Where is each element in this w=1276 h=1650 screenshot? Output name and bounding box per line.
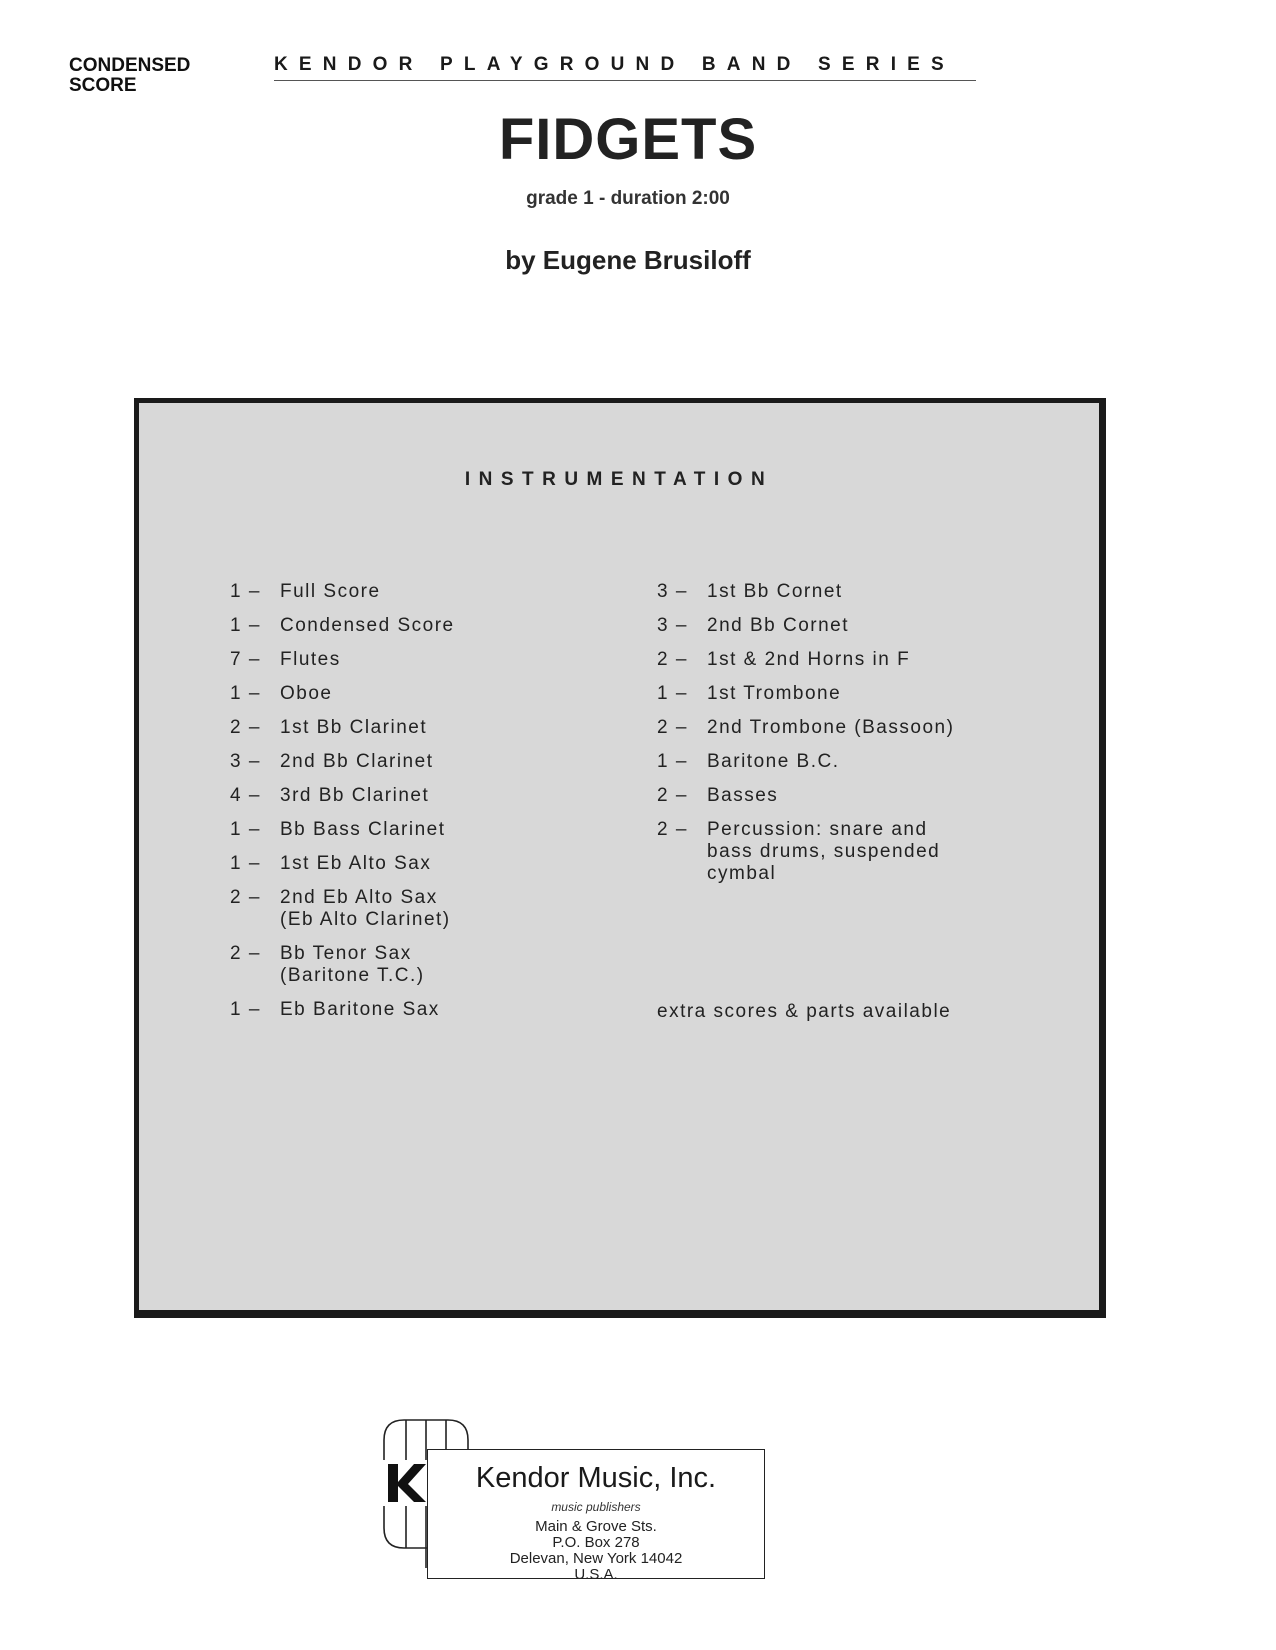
instrument-name: Full Score [280,581,381,602]
series-title: KENDOR PLAYGROUND BAND SERIES [274,54,955,75]
instrument-qty: 4 – [230,785,261,806]
instrument-qty: 1 – [657,683,688,704]
instrument-qty: 2 – [657,649,688,670]
condensed-score-label [69,56,190,96]
instrument-item [230,819,455,841]
instrument-item [230,649,455,671]
instrument-name: Bb Tenor Sax [280,943,412,964]
composer-credit: by Eugene Brusiloff [505,245,751,275]
instrument-name: 1st Bb Cornet [707,581,843,602]
instrument-name: 2nd Trombone (Bassoon) [707,717,955,738]
instrument-name: 3rd Bb Clarinet [280,785,430,806]
instrument-item [230,683,455,705]
instrument-note: (Eb Alto Clarinet) [280,909,451,930]
instrument-qty: 3 – [657,581,688,602]
instrument-item [657,785,954,807]
instrument-note: cymbal [707,863,777,884]
publisher-info-box [427,1449,765,1583]
address-line: Delevan, New York 14042 [509,1550,683,1567]
condensed-line-1: CONDENSED [69,55,191,76]
instrument-qty: 7 – [230,649,261,670]
instrument-item [230,887,455,931]
instrument-item [230,943,455,987]
instrument-qty: 2 – [230,943,261,964]
instrument-qty: 2 – [230,717,261,738]
instrument-item [230,785,455,807]
instrument-list-left [230,581,455,1033]
instrument-name: Oboe [280,683,333,704]
instrument-note: bass drums, suspended [707,841,941,862]
instrument-item [230,999,455,1021]
instrument-name: Eb Baritone Sax [280,999,440,1020]
series-underline [274,80,976,81]
instrument-qty: 3 – [657,615,688,636]
instrument-qty: 1 – [230,999,261,1020]
instrument-item [230,615,455,637]
instrument-name: 2nd Bb Cornet [707,615,850,636]
instrument-name: Basses [707,785,779,806]
publisher-name: Kendor Music, Inc. [475,1462,717,1494]
instrument-item [657,819,954,885]
instrument-name: Condensed Score [280,615,455,636]
instrument-qty: 2 – [657,819,688,840]
instrument-qty: 2 – [657,717,688,738]
instrument-name: 2nd Bb Clarinet [280,751,434,772]
instrument-qty: 2 – [657,785,688,806]
instrument-item [230,751,455,773]
instrument-item [657,581,954,603]
instrument-name: 1st Eb Alto Sax [280,853,432,874]
address-line: U.S.A. [574,1566,618,1583]
condensed-line-2: SCORE [69,75,137,96]
instrument-qty: 1 – [230,581,261,602]
instrument-name: 1st Trombone [707,683,842,704]
piece-title: FIDGETS [498,107,758,172]
instrument-item [657,717,954,739]
instrumentation-heading: INSTRUMENTATION [464,469,774,490]
instrument-item [230,581,455,603]
instrument-item [657,751,954,773]
instrument-item [230,853,455,875]
instrument-item [657,615,954,637]
instrument-name: 1st & 2nd Horns in F [707,649,911,670]
instrument-name: Percussion: snare and [707,819,928,840]
instrument-name: Flutes [280,649,341,670]
address-line: Main & Grove Sts. [535,1518,657,1535]
instrument-name: 1st Bb Clarinet [280,717,428,738]
instrument-qty: 1 – [230,853,261,874]
instrument-item [230,717,455,739]
instrument-qty: 1 – [657,751,688,772]
instrument-qty: 1 – [230,683,261,704]
instrument-name: 2nd Eb Alto Sax [280,887,438,908]
instrument-name: Bb Bass Clarinet [280,819,446,840]
address-line: P.O. Box 278 [552,1534,640,1551]
instrument-name: Baritone B.C. [707,751,840,772]
instrument-list-right [657,581,954,897]
instrument-qty: 3 – [230,751,261,772]
instrument-qty: 1 – [230,819,261,840]
extra-parts-note: extra scores & parts available [657,1001,952,1022]
instrument-note: (Baritone T.C.) [280,965,425,986]
instrument-item [657,683,954,705]
publisher-subtitle: music publishers [551,1500,641,1514]
instrument-qty: 1 – [230,615,261,636]
instrument-item [657,649,954,671]
grade-duration: grade 1 - duration 2:00 [526,188,730,209]
instrumentation-panel [134,398,1106,1318]
instrument-qty: 2 – [230,887,261,908]
